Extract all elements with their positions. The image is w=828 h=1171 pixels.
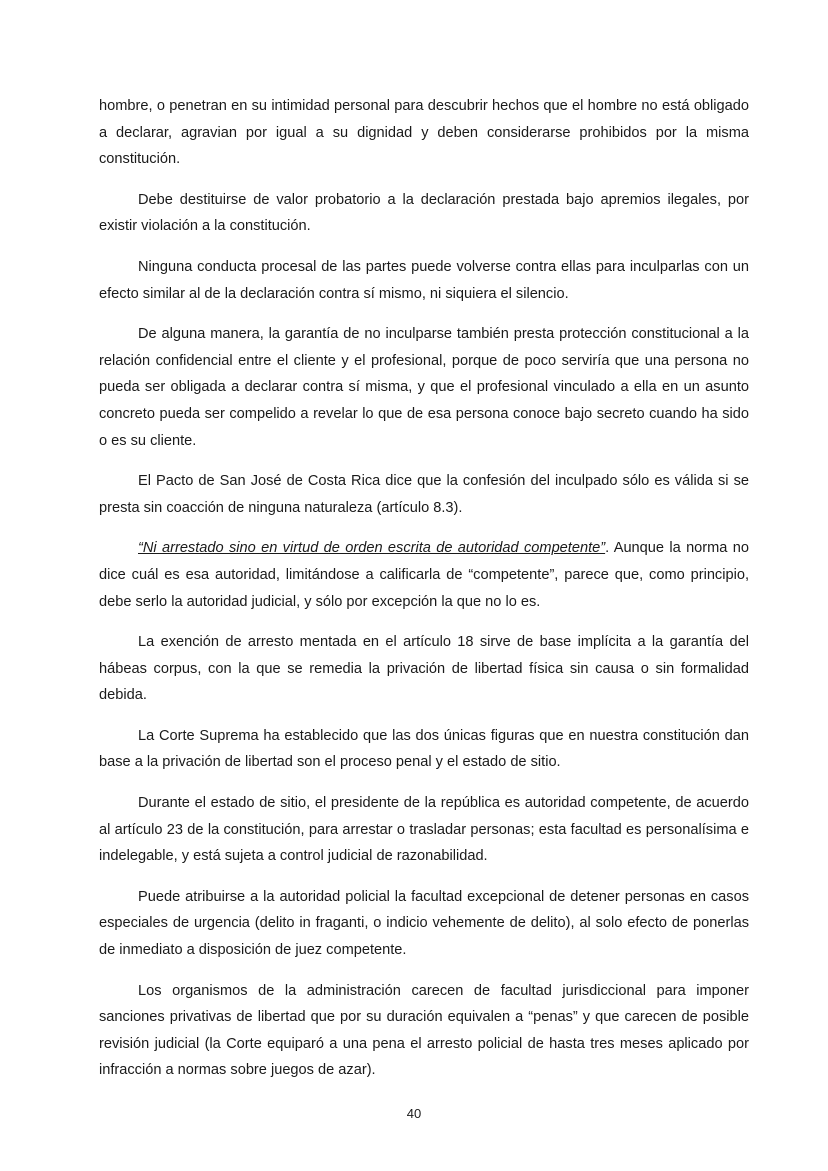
paragraph-6-text: . Aunque la norma no dice cuál es esa autoridad, limitándose a calificarla de “competente”, parece que, como principio, debe serlo la autoridad judicial, y sólo por excepción la que no lo es. — [99, 540, 749, 610]
paragraph-7: La exención de arresto mentada en el artículo 18 sirve de base implícita a la garantía del hábeas corpus, con la que se remedia la privación de libertad física sin causa o sin formalidad debida. — [99, 634, 749, 704]
paragraph-6 — [99, 535, 749, 615]
paragraph-9: Durante el estado de sitio, el presidente de la república es autoridad competente, de acuerdo al artículo 23 de la constitución, para arrestar o trasladar personas; esta facultad es personalísima e indelegable, y está sujeta a control judicial de razonabilidad. — [99, 795, 749, 865]
paragraph-8: La Corte Suprema ha establecido que las dos únicas figuras que en nuestra constitución dan base a la privación de libertad son el proceso penal y el estado de sitio. — [99, 727, 749, 771]
body-text — [99, 93, 749, 1098]
paragraph-11: Los organismos de la administración carecen de facultad jurisdiccional para imponer sanciones privativas de libertad que por su duración equivalen a “penas” y que carecen de posible revisión judicial (la Corte equiparó a una pena el arresto policial de hasta tres meses aplicado por infracción a normas sobre juegos de azar). — [99, 982, 749, 1079]
paragraph-4: De alguna manera, la garantía de no inculparse también presta protección constitucional a la relación confidencial entre el cliente y el profesional, porque de poco serviría que una persona no pueda ser obligada a declarar contra sí misma, y que el profesional vinculado a ella en un asunto concreto pueda ser compelido a revelar lo que de esa persona conoce bajo secreto cuando ha sido o es su cliente. — [99, 326, 749, 449]
paragraph-1: hombre, o penetran en su intimidad personal para descubrir hechos que el hombre no está obligado a declarar, agravian por igual a su dignidad y deben considerarse prohibidos por la misma constitución. — [99, 98, 749, 168]
paragraph-5: El Pacto de San José de Costa Rica dice que la confesión del inculpado sólo es válida si se presta sin coacción de ninguna naturaleza (artículo 8.3). — [99, 473, 749, 516]
quoted-clause: “Ni arrestado sino en virtud de orden escrita de autoridad competente” — [138, 540, 606, 557]
paragraph-3: Ninguna conducta procesal de las partes puede volverse contra ellas para inculparlas con un efecto similar al de la declaración contra sí mismo, ni siquiera el silencio. — [99, 258, 749, 302]
page-number: 40 — [406, 1106, 422, 1121]
paragraph-10: Puede atribuirse a la autoridad policial la facultad excepcional de detener personas en casos especiales de urgencia (delito in fraganti, o indicio vehemente de delito), al solo efecto de ponerlas de inmediato a disposición de juez competente. — [99, 888, 749, 959]
paragraph-2: Debe destituirse de valor probatorio a la declaración prestada bajo apremios ilegales, por existir violación a la constitución. — [99, 191, 749, 235]
